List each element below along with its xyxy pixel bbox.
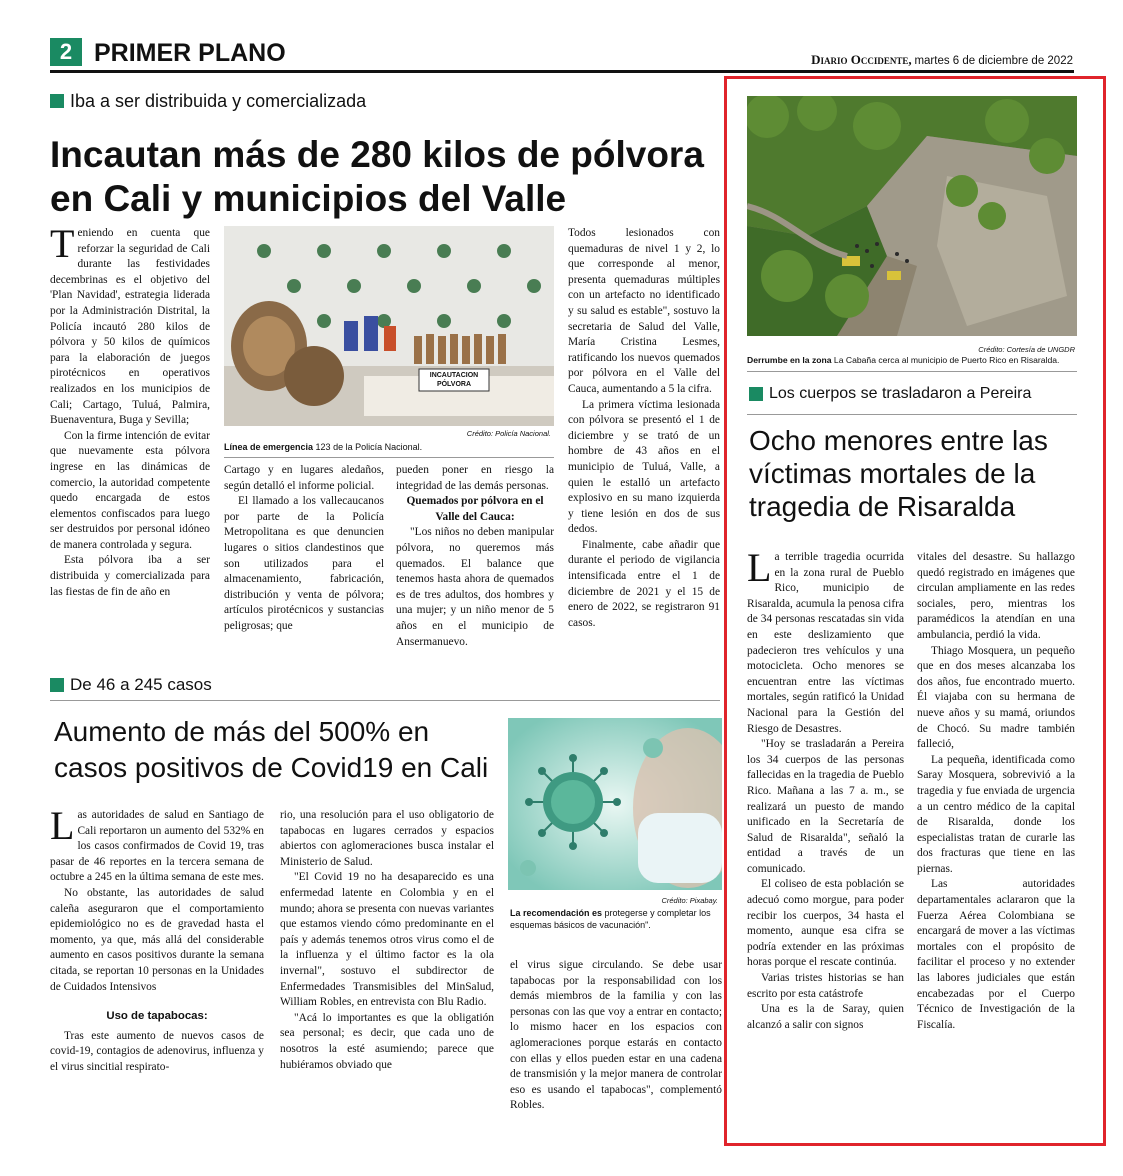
article2-headline-line2: casos positivos de Covid19 en Cali <box>54 752 489 783</box>
page-number-badge <box>50 38 82 66</box>
article3-headline-line3: tragedia de Risaralda <box>749 491 1016 522</box>
article3-col2-p1: vitales del desastre. Su hallazgo quedó registrado en imágenes que circulan ampliamente en las redes sociales, pero, mientras los paramédicos la atendían en una ambulancia, perdió la vida. <box>917 551 1075 641</box>
article3-photo-credit: Crédito: Cortesía de UNGDR <box>978 345 1075 354</box>
article2-photo <box>508 718 722 890</box>
article3-col2-p4: Las autoridades departamentales aclararon que la Fuerza Aérea Colombiana se encargará de mover a las víctimas mortales con el propósito de facilitar el proceso y no extender las labores judiciales que están encabezadas por el Cuerpo Técnico de Investigación de la Fiscalía. <box>917 878 1075 1031</box>
article3-col2-p3: La pequeña, identificada como Saray Mosquera, sobrevivió a la tragedia y fue enviada de urgencia a un centro médico de la capital de Risaralda, donde los especialistas tratan de curarle las dos fracturas que tiene en las piernas. <box>917 753 1075 875</box>
article1-col4 <box>568 226 720 668</box>
article2-dropcap: L <box>50 808 75 848</box>
article3-col1-p2: "Hoy se trasladarán a Pereira los 34 cuerpos de las personas fallecidas en la tragedia de Pueblo Rico. Mañana a las 7 a. m., se realizará un puesto de mando unificado en la Secretaría de Salud de Risaralda", señaló la entidad a través de un comunicado. <box>747 738 904 875</box>
article3-col1-p4: Varias tristes historias se han escrito por esta catástrofe <box>747 972 904 1000</box>
article1-caption-bold: Línea de emergencia <box>224 442 314 452</box>
article3-kicker-text: Los cuerpos se trasladaron a Pereira <box>769 385 1032 402</box>
article3-headline-line2: víctimas mortales de la <box>749 458 1036 489</box>
article3-col1-p1-text: a terrible tragedia ocurrida en la zona rural de Pueblo Rico, municipio de Risaralda, acumula la penosa cifra de 34 personas rescatadas sin vida en este deslizamiento que padecieron tres vehículos y una motocicleta. Ocho menores se encuentran entre las víctimas mortales, según ratificó la Unidad Nacional para la Gestión del Riesgo de Desastres. <box>747 551 904 735</box>
article3-col1-p1 <box>747 550 904 737</box>
page-number: 2 <box>59 39 73 64</box>
article3-caption-text: La Cabaña cerca al municipio de Puerto Rico en Risaralda. <box>831 355 1060 365</box>
article1-dropcap: T <box>50 226 75 266</box>
kicker-square <box>50 94 64 108</box>
article2-photo-credit: Crédito: Pixabay. <box>661 896 718 905</box>
article1-kicker <box>50 91 366 111</box>
article2-col2-p1: rio, una resolución para el uso obligatorio de tapabocas en lugares cerrados y espacios abiertos con aglomeraciones busca instalar el Ministerio de Salud. <box>280 809 494 868</box>
article1-col4-p1: Todos lesionados con quemaduras de nivel 1 y 2, lo que corresponde al menor, presenta quemaduras múltiples con un artefacto no identificado y su salud es estable", sostuvo la secretaria de Salud del Valle, María Cristina Lesmes, ratificando los nuevos quemados por pólvora en el Valle del Cauca, aumentando a 5 la cifra. <box>568 227 720 395</box>
article2-col2-p3: "Acá lo importantes es que la obligatión sea personal; es decir, que cada uno de nosotros la esté asumiendo; parece que hubiéramos obviado que <box>280 1011 494 1071</box>
masthead-date <box>770 52 1073 68</box>
virus-photo-illustration <box>508 718 722 890</box>
article3-col1 <box>747 550 904 1130</box>
article3-rule-top <box>747 371 1077 372</box>
article1-caption-rule <box>224 457 554 458</box>
header-rule <box>50 70 1074 73</box>
issue-date: martes 6 de diciembre de 2022 <box>914 55 1073 67</box>
article1-col3-subhead: Quemados por pólvora en el Valle del Cauca: <box>406 495 544 523</box>
article1-col3-p1: pueden poner en riesgo la integridad de las demás personas. <box>396 464 554 492</box>
article3-rule-mid <box>747 414 1077 415</box>
article1-photo <box>224 226 554 426</box>
article2-col2-p2: "El Covid 19 no ha desaparecido es una enfermedad latente en Colombia y en el mundo; ahora se presenta con nuevas variantes que estamos viendo cómo predominante en el país y además tenemos otros virus como el de la influenza y el último factor es la ola invernal", sostuvo el subdirector de Enfermedades Transmisibles del MinSalud, William Robles, en entrevista con Blu Radio. <box>280 871 494 1009</box>
article3-headline-line1: Ocho menores entre las <box>749 425 1048 456</box>
article3-dropcap: L <box>747 550 772 590</box>
article3-caption <box>747 354 1087 366</box>
article2-caption-text: protegerse y completar los esquemas básicos de vacunación". <box>510 908 711 930</box>
article2-col2 <box>280 808 494 1128</box>
article2-col1-p1-text: as autoridades de salud en Santiago de Cali reportaron un aumento del 532% en los casos confirmados de Covid 19, tras pasar de 46 reportes en la tercera semana de octubre a 245 en la última semana de este mes. <box>50 809 264 884</box>
article1-caption <box>224 441 554 453</box>
article2-col3 <box>510 958 722 1128</box>
article1-col1-p1 <box>50 226 210 429</box>
article1-caption-text: 123 de la Policía Nacional. <box>313 442 423 452</box>
article1-photo-credit: Crédito: Policía Nacional. <box>466 429 551 438</box>
article1-photo-label: INCAUTACION PÓLVORA <box>429 372 479 388</box>
landslide-photo-illustration <box>747 96 1077 336</box>
article1-col1-p2: Con la firme intención de evitar que nuevamente esta pólvora ingrese en las dinámicas de comercio, la autoridad competente quedo encargada de estos elementos confiscados para luego ser destruidos por personal idóneo de manera controlada y segura. <box>50 429 210 551</box>
article2-caption-bold: La recomendación es <box>510 908 603 918</box>
section-title: PRIMER PLANO <box>94 39 286 67</box>
article3-photo <box>747 96 1077 336</box>
article2-col1-subhead: Uso de tapabocas: <box>106 1010 208 1023</box>
article2-headline <box>54 714 504 786</box>
article2-rule <box>50 700 720 701</box>
article1-kicker-text: Iba a ser distribuida y comercializada <box>70 90 367 111</box>
article3-caption-bold: Derrumbe en la zona <box>747 355 832 365</box>
article2-col1-p3: Tras este aumento de nuevos casos de covid-19, contagios de adenovirus, influenza y el virus sincitial respirato- <box>50 1029 264 1073</box>
article2-col1-p2: No obstante, las autoridades de salud caleña aseguraron que el comportamiento epidemiológico no es de gravedad hasta el momento, ya que, más allá del considerable aumento en casos positivos durante la semana citada, se reportan 10 personas en la Unidades de Cuidados Intensivos <box>50 886 264 993</box>
seizure-photo-illustration <box>224 226 554 426</box>
article2-kicker <box>50 674 212 696</box>
kicker-square <box>50 678 64 692</box>
article1-headline-line1: Incautan más de 280 kilos de pólvora <box>50 134 704 175</box>
article3-col2 <box>917 550 1075 1130</box>
article2-col3-p1: el virus sigue circulando. Se debe usar tapabocas por la responsabilidad con los demás miembros de la familia y con las personas con las que voy a entrar en contacto; lo mismo hacer en los espacios con aglomeraciones porque estarás en contacto con ellas y ellos pueden estar en una cadena de transmisión y la mejor manera de controlar eso es usando el tapabocas", complementó Robles. <box>510 959 722 1112</box>
article1-col1 <box>50 226 210 668</box>
article3-col1-p3: El coliseo de esta población se adecuó como morgue, para poder recibir los cuerpos, 34 hasta el momento, aunque esa cifra se podría extender en las próximas horas porque el rescate continúa. <box>747 878 904 969</box>
article1-col2-p2: El llamado a los vallecaucanos por parte de la Policía Metropolitana es que denuncien lugares o sitios clandestinos que son utilizados para el almacenamiento, fabricación, distribución y venta de pólvora; artículos pirotécnicos y sustancias peligrosas; que <box>224 495 384 632</box>
article3-col1-p5: Una es la de Saray, quien alcanzó a salir con signos <box>747 1003 904 1031</box>
kicker-square <box>749 387 763 401</box>
article2-col1 <box>50 808 264 1128</box>
article2-caption <box>510 907 722 931</box>
article3-kicker <box>749 384 1031 404</box>
article1-headline <box>50 133 730 221</box>
masthead: Diario Occidente, <box>811 52 912 67</box>
article2-headline-line1: Aumento de más del 500% en <box>54 716 430 747</box>
article1-col4-p2: La primera víctima lesionada con pólvora se presentó el 1 de diciembre y se trató de un hombre de 43 años en el municipio de Tuluá, Valle, a quien le estalló un artefacto explosivo en su mano izquierda y tiene lesión en dos de sus dedos. <box>568 398 720 536</box>
article1-col3-p2: "Los niños no deben manipular pólvora, no queremos más quemados. El balance que tenemos hasta ahora de quemados es de tres adultos, dos hombres y una mujer; y un niño menor de 5 años en el municipio de Ansermanuevo. <box>396 526 554 648</box>
article1-headline-line2: en Cali y municipios del Valle <box>50 178 567 219</box>
article1-col1-p3: Esta pólvora iba a ser distribuida y comercializada para las fiestas de fin de año en <box>50 554 210 598</box>
highlight-box <box>724 76 1106 1146</box>
article3-col2-p2: Thiago Mosquera, un pequeño que en dos meses alcanzaba los dos años, fue encontrado muerto. Él viajaba con su hermana de nueve años y su mamá, oriundos de Chocó. Su madre también falleció, <box>917 644 1075 751</box>
article1-col4-p3: Finalmente, cabe añadir que durante el periodo de vigilancia intensificada entre el 1 de diciembre de 2021 y el 15 de enero de 2022, se registraron 91 casos. <box>568 538 720 629</box>
article1-col3 <box>396 463 554 668</box>
article1-col2-p1: Cartago y en lugares aledaños, según detalló el informe policial. <box>224 464 384 492</box>
article3-headline <box>749 424 1089 523</box>
article2-col1-p1 <box>50 808 264 886</box>
article1-col2 <box>224 463 384 668</box>
article1-col1-p1-text: eniendo en cuenta que reforzar la seguridad de Cali durante las festividades decembrinas es el objetivo del 'Plan Navidad', estrategia liderada por la Administración Distrital, la Policía incautó 280 kilos de pólvora y 50 kilos de químicos para la elaboración de juegos pirotécnicos en operativos realizados en los municipios de Cali; Cartago, Tuluá, Palmira, Buenaventura, Buga y Sevilla; <box>50 227 210 427</box>
article2-kicker-text: De 46 a 245 casos <box>70 675 212 694</box>
